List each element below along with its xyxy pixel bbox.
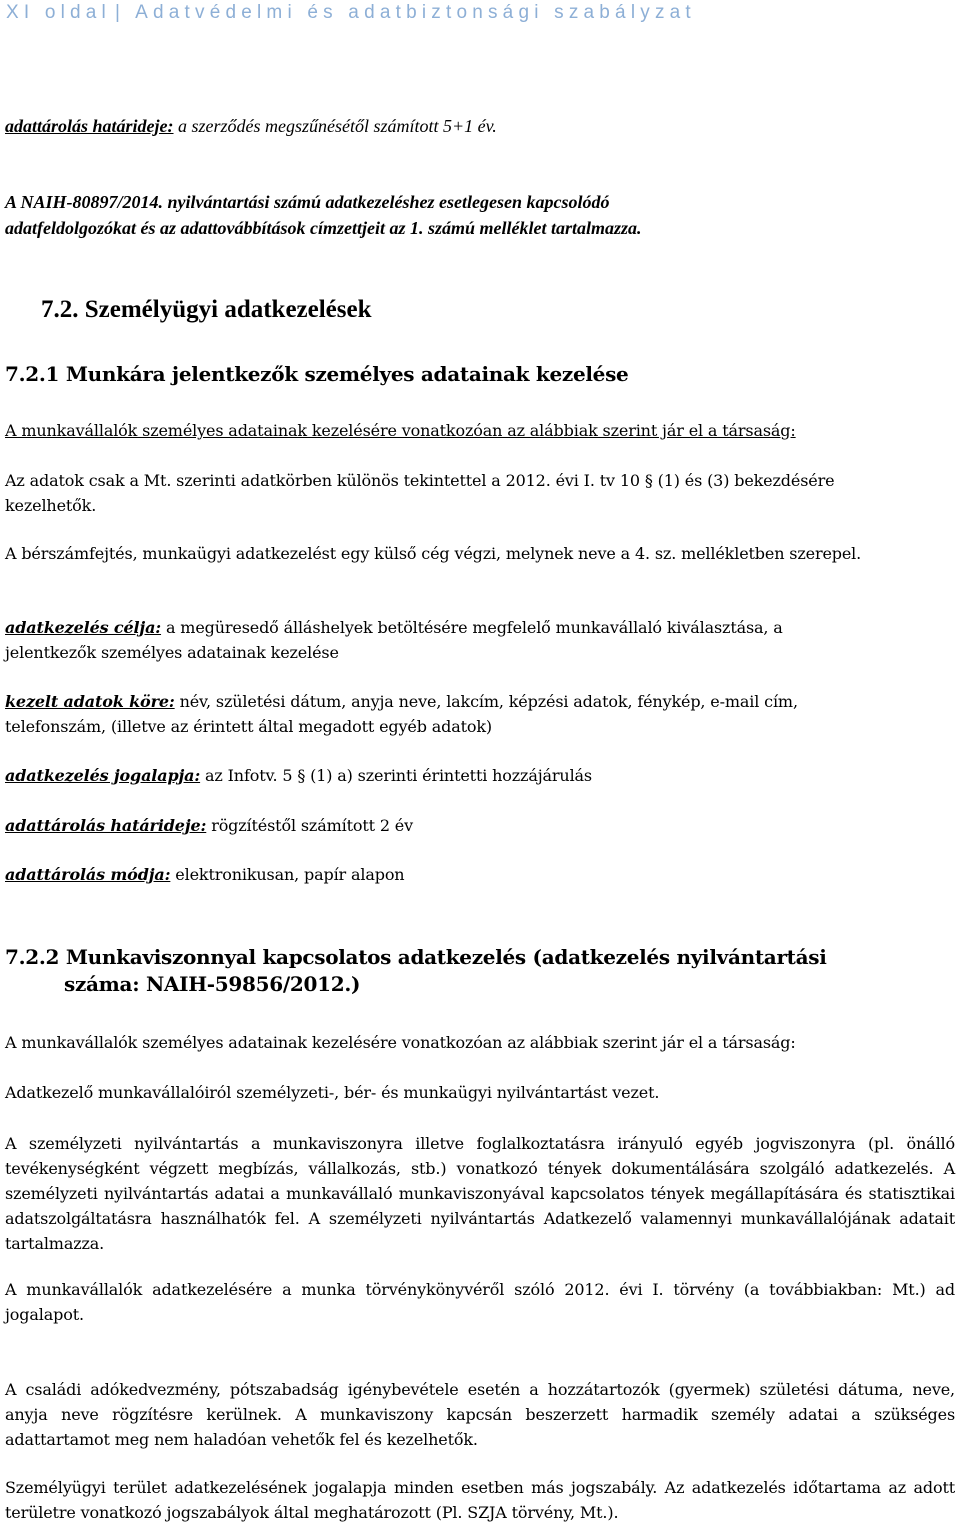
purpose-line-1: a megüresedő álláshelyek betöltésére megfelelő munkavállaló kiválasztása, a [161, 618, 783, 637]
section-7-2-2-p4: A családi adókedvezmény, pótszabadság igénybevétele esetén a hozzátartozók (gyermek) születési dátuma, neve, anyja neve rögzítésre kerülnek. A munkaviszony kapcsán beszerzett harmadik személy adatai a szükséges adattartamot meg nem haladóan vehetők fel és kezelhetők. [5, 1380, 955, 1449]
section-7-2-2-p2: A személyzeti nyilvántartás a munkaviszonyra illetve foglalkoztatásra irányuló egyéb jogviszonyra (pl. önálló tevékenységként végzett megbízás, vállalkozás, stb.) vonatkozó tények dokumentálására szolgáló adatkezelés. A személyzeti nyilvántartás adatai a munkavállaló munkaviszonyával kapcsolatos tények megállapítására és statisztikai adatszolgáltatásra használhatók fel. A személyzeti nyilvántartás Adatkezelő valamennyi munkavállalójának adatait tartalmazza. [5, 1134, 955, 1253]
retention-value: a szerződés megszűnésétől számított 5+1 év. [173, 116, 497, 136]
section-7-2-1-p2: A bérszámfejtés, munkaügyi adatkezelést egy külső cég végzi, melynek neve a 4. sz. mellékletben szerepel. [5, 544, 862, 563]
retention-2-value: rögzítéstől számított 2 év [206, 816, 413, 835]
page-header [6, 0, 956, 26]
scope-line-2: telefonszám, (illetve az érintett által megadott egyéb adatok) [5, 717, 493, 736]
scope-label: kezelt adatok köre: [5, 692, 175, 711]
storage-label: adattárolás módja: [5, 865, 171, 884]
storage-paragraph [5, 862, 955, 887]
header-title: Adatvédelmi és adatbiztonsági szabályzat [135, 2, 696, 23]
section-7-2-1-heading: 7.2.1 Munkára jelentkezők személyes adatainak kezelése [5, 362, 629, 386]
section-7-2-2-intro: A munkavállalók személyes adatainak kezelésére vonatkozóan az alábbiak szerint jár el a társaság: [5, 1033, 796, 1052]
retention-2-label: adattárolás határideje: [5, 816, 207, 835]
scope-paragraph [5, 689, 955, 739]
header-separator: | [114, 2, 126, 23]
naih-line-1: A NAIH-80897/2014. nyilvántartási számú adatkezeléshez esetlegesen kapcsolódó [5, 192, 610, 212]
section-7-2-2-heading [5, 944, 955, 998]
section-7-2-2-heading-line-2: száma: NAIH-59856/2012.) [64, 972, 361, 996]
section-7-2-heading: 7.2. Személyügyi adatkezelések [41, 296, 372, 323]
legal-basis-label: adatkezelés jogalapja: [5, 766, 201, 785]
header-page-number: XI oldal [6, 2, 111, 23]
purpose-paragraph [5, 615, 955, 665]
section-7-2-2-heading-line-1: 7.2.2 Munkaviszonnyal kapcsolatos adatkezelés (adatkezelés nyilvántartási [5, 945, 827, 969]
section-7-2-2-p1: Adatkezelő munkavállalóiról személyzeti-, bér- és munkaügyi nyilvántartást vezet. [5, 1083, 660, 1102]
retention-label: adattárolás határideje: [5, 116, 174, 136]
legal-basis-value: az Infotv. 5 § (1) a) szerinti érintetti hozzájárulás [200, 766, 592, 785]
section-7-2-2-p5: Személyügyi terület adatkezelésének jogalapja minden esetben más jogszabály. Az adatkezelés időtartama az adott területre vonatkozó jogszabályok által meghatározott (Pl. SZJA törvény, Mt.). [5, 1478, 955, 1522]
legal-basis-paragraph [5, 763, 955, 788]
scope-line-1: név, születési dátum, anyja neve, lakcím, képzési adatok, fénykép, e-mail cím, [174, 692, 798, 711]
purpose-label: adatkezelés célja: [5, 618, 162, 637]
section-7-2-2-p3: A munkavállalók adatkezelésére a munka törvénykönyvéről szóló 2012. évi I. törvény (a továbbiakban: Mt.) ad jogalapot. [5, 1280, 955, 1324]
p1-line-2: kezelhetők. [5, 496, 97, 515]
retention-paragraph [5, 113, 955, 139]
retention-2-paragraph [5, 813, 955, 838]
section-7-2-1-p1 [5, 468, 955, 518]
storage-value: elektronikusan, papír alapon [170, 865, 405, 884]
naih-line-2: adatfeldolgozókat és az adattovábbítások címzettjeit az 1. számú melléklet tartalmazza. [5, 218, 642, 238]
p1-line-1: Az adatok csak a Mt. szerinti adatkörben különös tekintettel a 2012. évi I. tv 10 § (1) és (3) bekezdésére [5, 471, 835, 490]
purpose-line-2: jelentkezők személyes adatainak kezelése [5, 643, 339, 662]
section-7-2-1-intro: A munkavállalók személyes adatainak kezelésére vonatkozóan az alábbiak szerint jár el a társaság: [5, 421, 796, 440]
naih-paragraph [5, 189, 955, 241]
